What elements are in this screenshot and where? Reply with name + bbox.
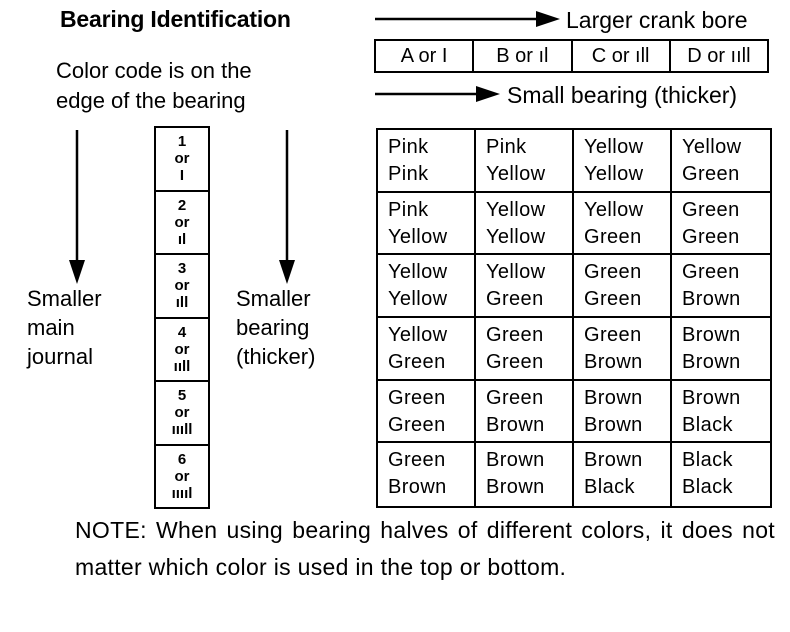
grid-cell [672,381,770,444]
grid-cell [378,443,476,506]
label-line: Smaller [236,286,311,311]
grid-cell [378,193,476,256]
top-half-color: Green [388,386,446,409]
smaller-main-journal-arrow [69,130,85,284]
grid-cell [574,193,672,256]
grid-cell [574,255,672,318]
top-half-color: Yellow [486,261,546,284]
grid-cell [672,255,770,318]
bottom-half-color: Black [682,413,733,436]
top-half-color: Green [682,198,740,221]
subtitle-line: Color code is on the [56,58,252,83]
bottom-half-color: Brown [584,413,643,436]
grid-cell [378,255,476,318]
label-line: Smaller [27,286,102,311]
top-half-color: Green [388,449,446,472]
row-label: 5 or ıııll [156,382,208,446]
bottom-half-color: Pink [388,163,429,185]
top-half-color: Pink [486,136,527,158]
larger-crank-bore-arrow [375,11,560,27]
column-header: D or ııll [687,44,751,67]
column-header: C or ıll [573,41,671,71]
top-half-color: Brown [584,449,643,472]
column-header: B or ıl [474,41,572,71]
top-half-color: Green [486,386,544,409]
bottom-half-color: Yellow [486,163,546,185]
bottom-half-color: Yellow [486,225,546,248]
bottom-half-color: Green [388,351,446,373]
column-header: A or I [376,41,474,71]
label-line: main [27,315,75,340]
grid-cell [574,381,672,444]
diagram-title: Bearing Identification [60,6,291,32]
row-label: 4 or ııll [156,319,208,383]
label-line: bearing [236,315,310,340]
grid-cell [378,381,476,444]
grid-cell [476,443,574,506]
grid-cell [672,443,770,506]
bearing-color-grid [376,128,772,508]
label-line: journal [27,344,94,369]
grid-cell [476,318,574,381]
row-index-strip [154,126,210,509]
grid-cell [574,443,672,506]
grid-cell [476,381,574,444]
bottom-half-color: Green [388,413,446,436]
top-half-color: Green [584,261,642,284]
bottom-half-color: Brown [682,288,741,311]
top-half-color: Green [682,261,740,284]
top-half-color: Brown [682,324,741,346]
bottom-half-color: Black [682,476,733,499]
bottom-half-color: Brown [486,413,545,436]
top-half-color: Yellow [388,324,448,346]
label-line: (thicker) [236,344,316,369]
bottom-half-color: Green [682,225,740,248]
smaller-bearing-arrow [279,130,295,284]
top-half-color: Pink [388,198,429,221]
top-half-color: Yellow [486,198,546,221]
grid-cell [574,130,672,193]
bottom-half-color: Yellow [584,163,644,185]
top-half-color: Green [486,324,544,346]
grid-cell [476,130,574,193]
bottom-half-color: Green [584,288,642,311]
note-text: NOTE: When using bearing halves of different colors, it does not matter which color is used in the top or bottom. [75,517,775,580]
bottom-half-color: Green [486,288,544,311]
top-half-color: Brown [682,386,741,409]
bottom-half-color: Brown [486,476,545,499]
top-half-color: Pink [388,136,429,158]
grid-cell [574,318,672,381]
bottom-half-color: Brown [682,351,741,373]
grid-cell [672,318,770,381]
bottom-half-color: Green [584,225,642,248]
top-half-color: Yellow [388,261,448,284]
row-label: 1 or I [156,128,208,192]
row-label: 3 or ıll [156,255,208,319]
larger-crank-bore-label: Larger crank bore [566,7,748,33]
bottom-half-color: Yellow [388,288,448,311]
top-half-color: Brown [584,386,643,409]
subtitle-line: edge of the bearing [56,88,246,113]
bottom-half-color: Green [486,351,544,373]
top-half-color: Yellow [584,136,644,158]
row-label: 6 or ııııl [171,450,193,502]
grid-cell [672,130,770,193]
top-half-color: Brown [486,449,545,472]
row-label: 2 or ıl [156,192,208,256]
bottom-half-color: Brown [584,351,643,373]
grid-cell [378,130,476,193]
top-half-color: Yellow [682,136,742,158]
grid-cell [476,193,574,256]
grid-cell [672,193,770,256]
bottom-half-color: Yellow [388,225,448,248]
grid-cell [476,255,574,318]
top-half-color: Black [682,449,733,472]
column-header-row [374,39,769,73]
bottom-half-color: Green [682,163,740,185]
top-half-color: Green [584,324,642,346]
top-half-color: Yellow [584,198,644,221]
small-bearing-arrow [375,86,500,102]
grid-cell [378,318,476,381]
bottom-half-color: Brown [388,476,447,499]
bottom-half-color: Black [584,476,635,499]
small-bearing-label: Small bearing (thicker) [507,82,738,108]
